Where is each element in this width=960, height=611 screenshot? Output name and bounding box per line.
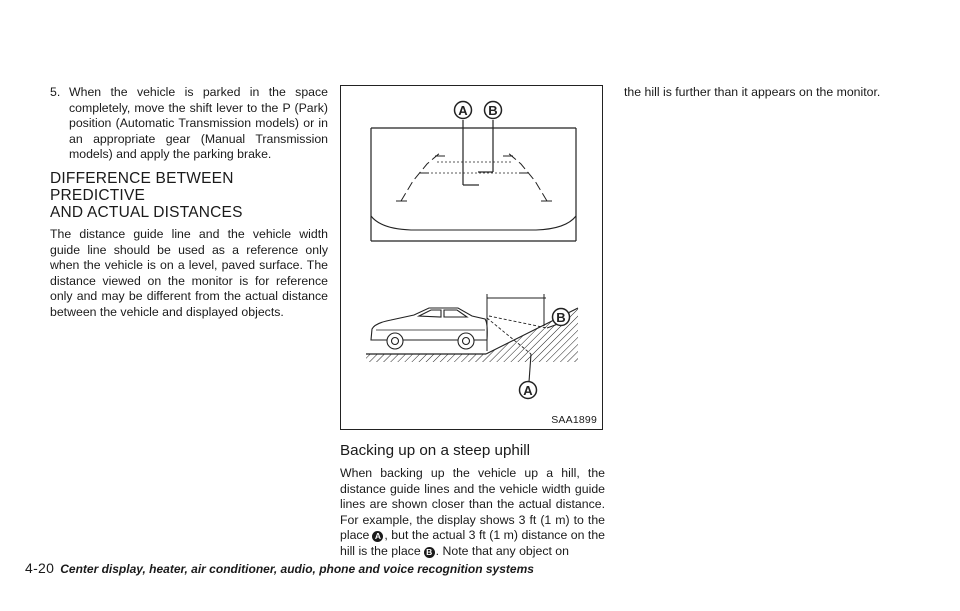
monitor-screen: [371, 120, 576, 241]
label-a-bottom: [520, 382, 537, 399]
subsection-text-2: , but the actual 3 ft (1 m) distance on the hill is the place: [340, 528, 605, 558]
step-5: [50, 85, 328, 163]
right-column: [624, 85, 904, 101]
figure-code: SAA1899: [551, 414, 597, 426]
marker-a-badge: A: [372, 531, 383, 542]
page-footer: [25, 560, 534, 576]
figure-drawing: [341, 86, 604, 431]
subsection-text-1: When backing up the vehicle up a hill, the distance guide lines and the vehicle width guide lines are shown closer than the actual distance. For example, the display shows 3 ft (1 m) to the place: [340, 466, 605, 543]
step-text: When the vehicle is parked in the space completely, move the shift lever to the P (Park) position (Automatic Transmission models) or in an appropriate gear (Manual Transmission models) and apply the parking brake.: [69, 85, 328, 162]
subsection: [340, 442, 605, 560]
step-number: 5.: [50, 85, 61, 99]
section-heading-line1: DIFFERENCE BETWEEN PREDICTIVE: [50, 169, 234, 204]
svg-text:B: B: [488, 103, 498, 118]
svg-text:A: A: [458, 103, 468, 118]
section-heading: [50, 170, 328, 221]
subsection-body: [340, 466, 605, 560]
chapter-title: Center display, heater, air conditioner, audio, phone and voice recognition systems: [60, 562, 534, 576]
svg-text:B: B: [556, 310, 566, 325]
section-body: The distance guide line and the vehicle width guide line should be used as a reference only when the vehicle is on a level, paved surface. The distance viewed on the monitor is for reference only and may be different from the actual distance between the vehicle and displayed objects.: [50, 226, 328, 319]
label-b-top: [485, 102, 502, 119]
continuation-text: the hill is further than it appears on the monitor.: [624, 85, 881, 99]
label-b-side: [553, 309, 570, 326]
svg-text:A: A: [523, 383, 533, 398]
left-column: [50, 85, 328, 321]
figure-illustration: [340, 85, 603, 430]
car-illustration: [371, 308, 487, 349]
subsection-text-3: . Note that any object on: [435, 543, 569, 558]
subsection-heading: Backing up on a steep uphill: [340, 442, 530, 459]
page-number: 4-20: [25, 560, 55, 576]
marker-b-badge: B: [424, 547, 435, 558]
section-heading-line2: AND ACTUAL DISTANCES: [50, 203, 243, 221]
label-a-top: [455, 102, 472, 119]
